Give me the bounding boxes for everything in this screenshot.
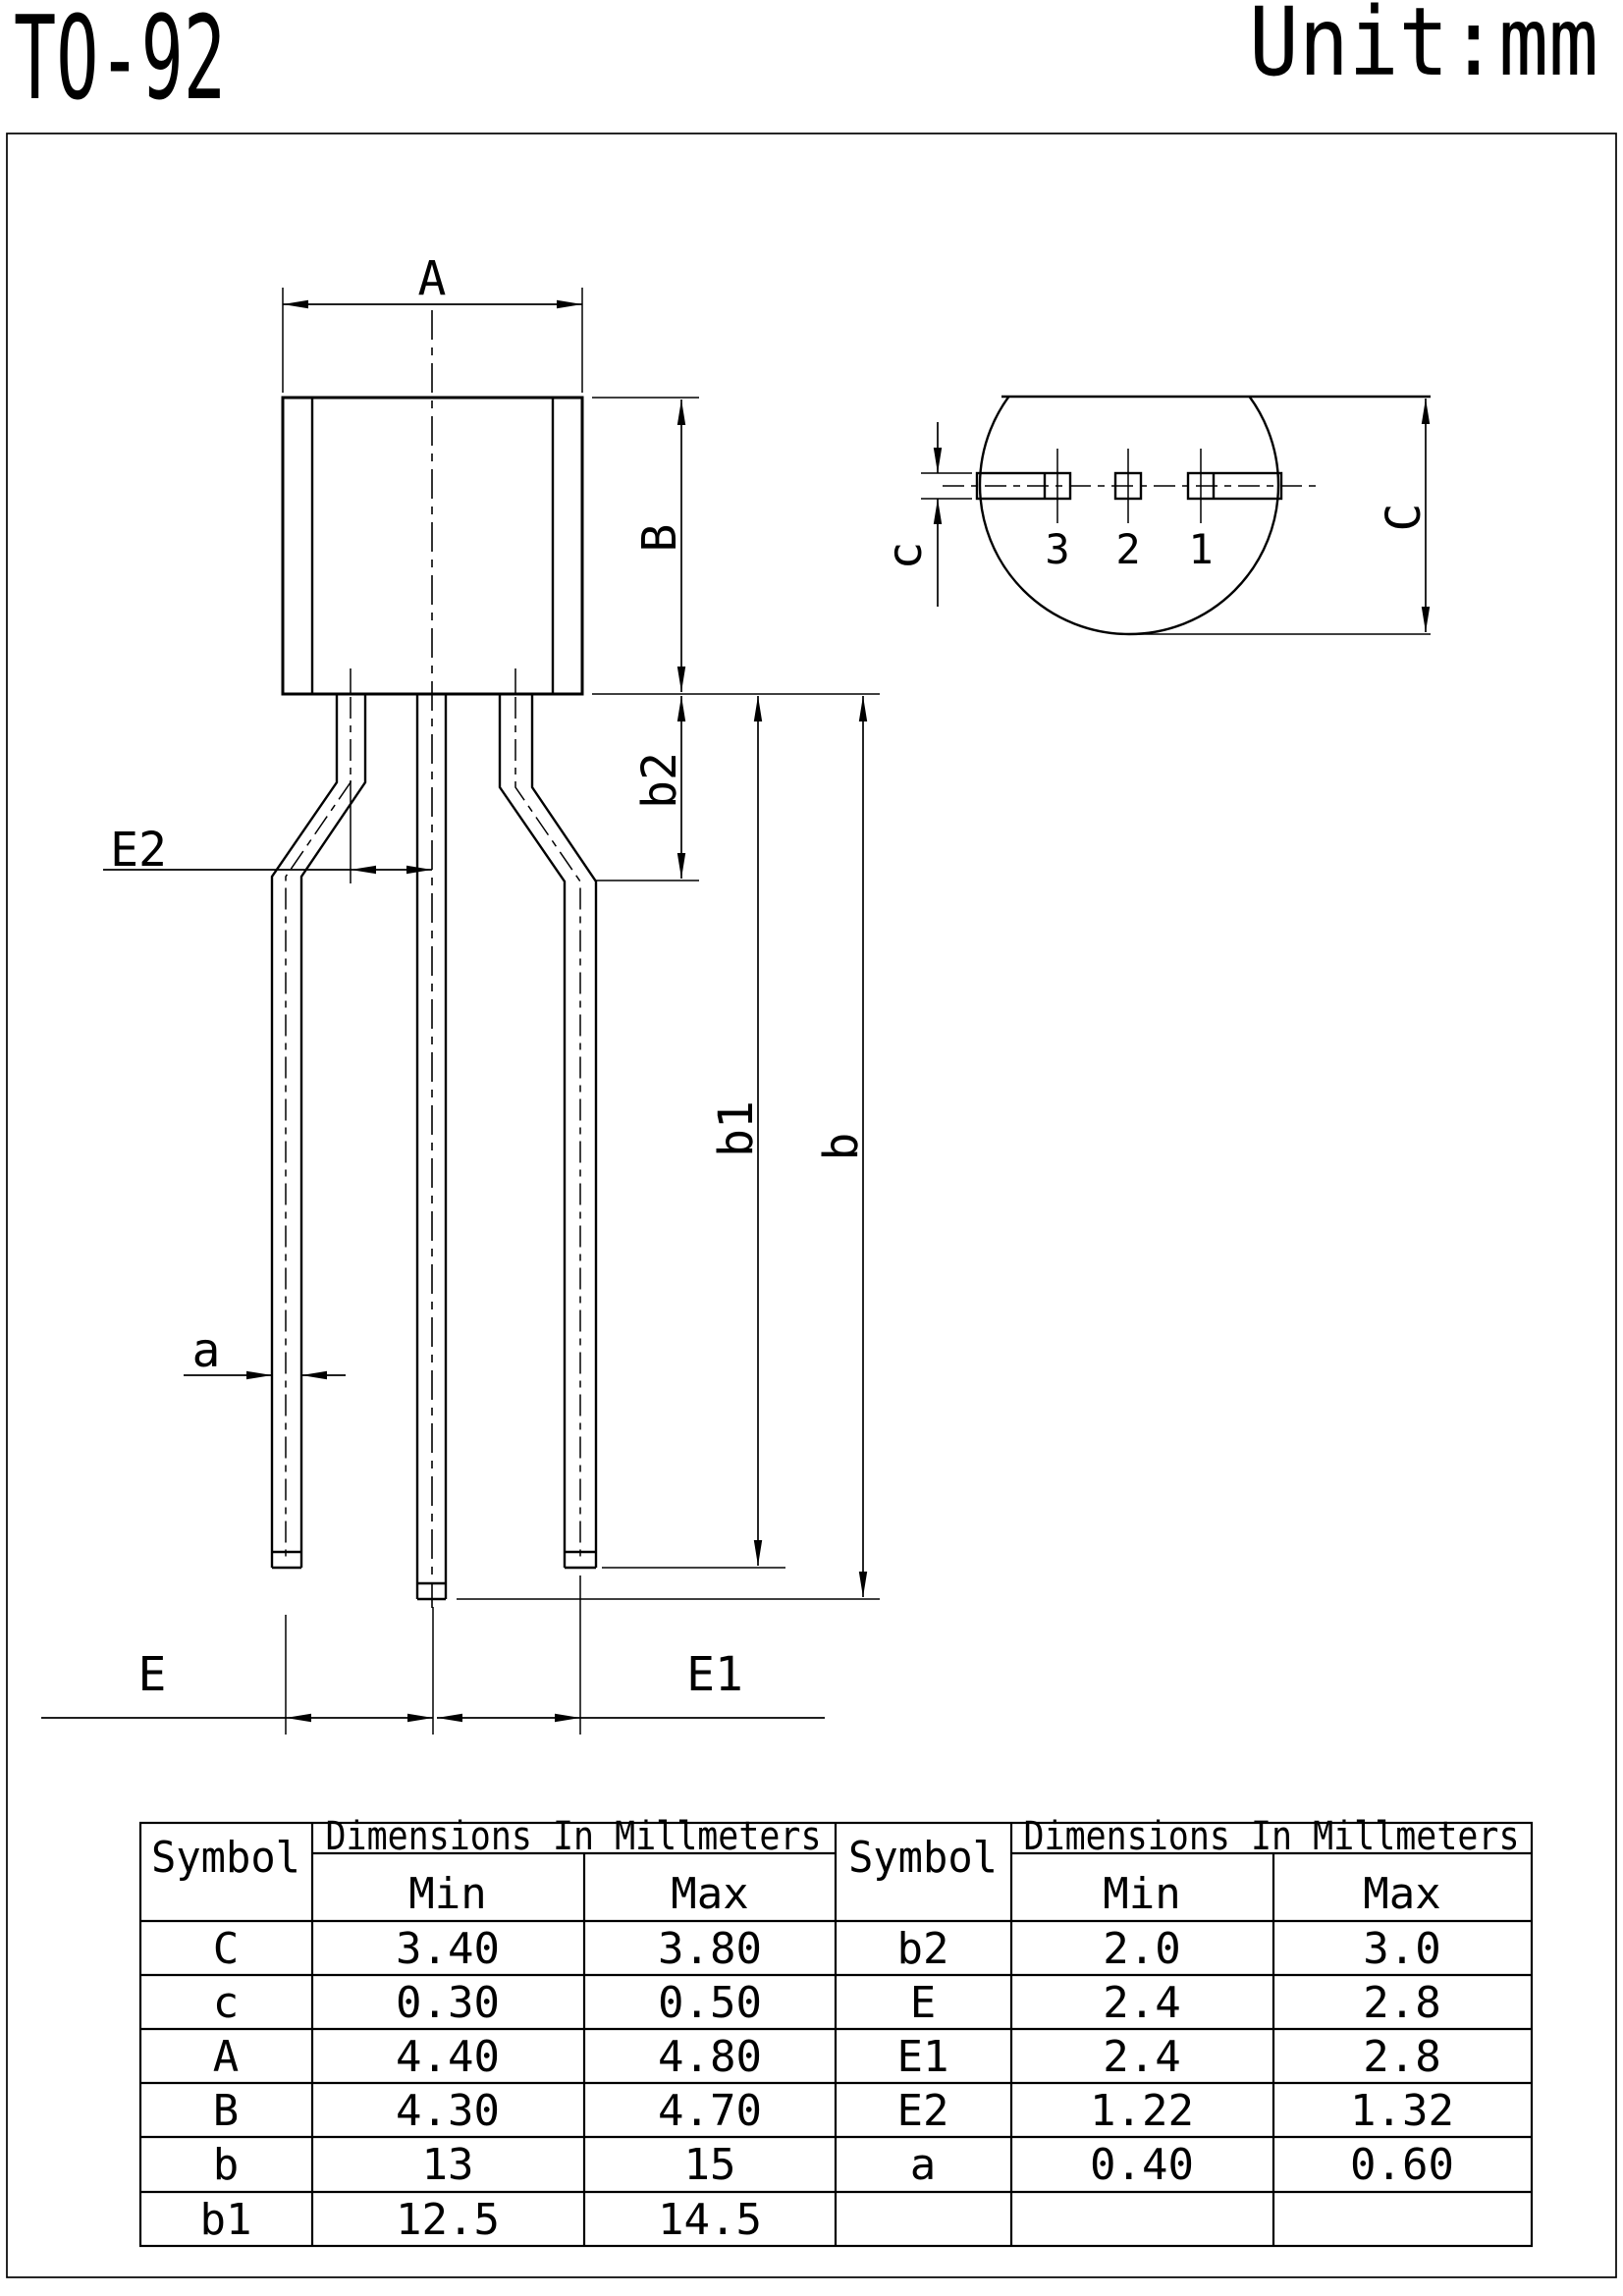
dim-label-A: A bbox=[417, 251, 447, 306]
package-body bbox=[283, 310, 582, 1608]
table-cell: 4.70 bbox=[658, 2086, 762, 2136]
dim-label-b1: b1 bbox=[709, 1100, 764, 1157]
table-cell: 0.50 bbox=[658, 1978, 762, 2028]
pin-label-1: 1 bbox=[1188, 525, 1214, 573]
table-cell: 1.32 bbox=[1350, 2086, 1454, 2136]
table-cell: 0.60 bbox=[1350, 2140, 1454, 2190]
table-cell: a bbox=[909, 2140, 937, 2190]
table-cell: b bbox=[212, 2140, 240, 2190]
table-cell: A bbox=[212, 2032, 240, 2082]
dim-label-E2: E2 bbox=[110, 823, 167, 878]
table-header-max-right: Max bbox=[1363, 1869, 1441, 1919]
table-cell: 3.0 bbox=[1363, 1924, 1441, 1974]
table-cell: 1.22 bbox=[1090, 2086, 1194, 2136]
table-cell: 15 bbox=[683, 2140, 736, 2190]
dim-a bbox=[184, 1323, 346, 1378]
table-cell: 4.40 bbox=[396, 2032, 500, 2082]
table-cell: c bbox=[212, 1978, 240, 2028]
table-cell: E2 bbox=[896, 2086, 949, 2136]
table-rows-right bbox=[897, 1924, 1454, 2190]
page-title: TO-92 bbox=[14, 0, 227, 126]
table-cell: 0.40 bbox=[1090, 2140, 1194, 2190]
table-cell: E1 bbox=[896, 2032, 949, 2082]
table-cell: C bbox=[212, 1924, 240, 1974]
unit-label: Unit:mm bbox=[1249, 0, 1598, 97]
table-cell: 2.4 bbox=[1103, 1978, 1181, 2028]
dim-label-C: C bbox=[1377, 503, 1432, 532]
table-header-max-left: Max bbox=[671, 1869, 749, 1919]
table-header-min-right: Min bbox=[1103, 1869, 1181, 1919]
dim-E2 bbox=[103, 780, 432, 883]
table-cell: 13 bbox=[421, 2140, 474, 2190]
lead-right bbox=[500, 694, 596, 1568]
table-cell: 12.5 bbox=[396, 2195, 500, 2245]
dim-b2 bbox=[596, 696, 699, 881]
dim-label-c: c bbox=[878, 541, 933, 570]
table-header-symbol-left: Symbol bbox=[151, 1833, 300, 1883]
dim-label-a: a bbox=[191, 1323, 221, 1378]
table-cell: 2.4 bbox=[1103, 2032, 1181, 2082]
table-cell: b1 bbox=[199, 2195, 252, 2245]
table-header-dims-right: Dimensions In Millmeters bbox=[1023, 1814, 1520, 1859]
dim-B bbox=[592, 398, 880, 694]
data-table bbox=[140, 1814, 1532, 2246]
table-cell: 14.5 bbox=[658, 2195, 762, 2245]
dim-c bbox=[878, 422, 972, 607]
table-cell: 2.8 bbox=[1363, 1978, 1441, 2028]
dim-C bbox=[1377, 399, 1432, 632]
table-cell: b2 bbox=[896, 1924, 949, 1974]
table-cell: 4.30 bbox=[396, 2086, 500, 2136]
pin-label-3: 3 bbox=[1045, 525, 1070, 573]
table-cell: 3.80 bbox=[658, 1924, 762, 1974]
table-header-dims-left: Dimensions In Millmeters bbox=[325, 1814, 822, 1859]
table-cell: 0.30 bbox=[396, 1978, 500, 2028]
table-cell: E bbox=[909, 1978, 937, 2028]
table-header-min-left: Min bbox=[408, 1869, 487, 1919]
bottom-view-outline bbox=[980, 336, 1431, 634]
dim-label-B: B bbox=[632, 523, 687, 553]
bottom-view-pins bbox=[943, 449, 1316, 573]
dim-label-b2: b2 bbox=[632, 752, 687, 809]
dim-b bbox=[457, 696, 880, 1599]
dim-label-b: b bbox=[814, 1132, 869, 1161]
table-rows-left bbox=[200, 1924, 762, 2245]
table-cell: 4.80 bbox=[658, 2032, 762, 2082]
dim-label-E: E bbox=[137, 1647, 167, 1702]
table-cell: 3.40 bbox=[396, 1924, 500, 1974]
dim-b1 bbox=[602, 696, 785, 1568]
table-cell: 2.0 bbox=[1103, 1924, 1181, 1974]
dim-label-E1: E1 bbox=[686, 1647, 743, 1702]
table-cell: 2.8 bbox=[1363, 2032, 1441, 2082]
table-cell: B bbox=[212, 2086, 240, 2136]
pin-label-2: 2 bbox=[1115, 525, 1141, 573]
table-header-symbol-right: Symbol bbox=[848, 1833, 998, 1883]
